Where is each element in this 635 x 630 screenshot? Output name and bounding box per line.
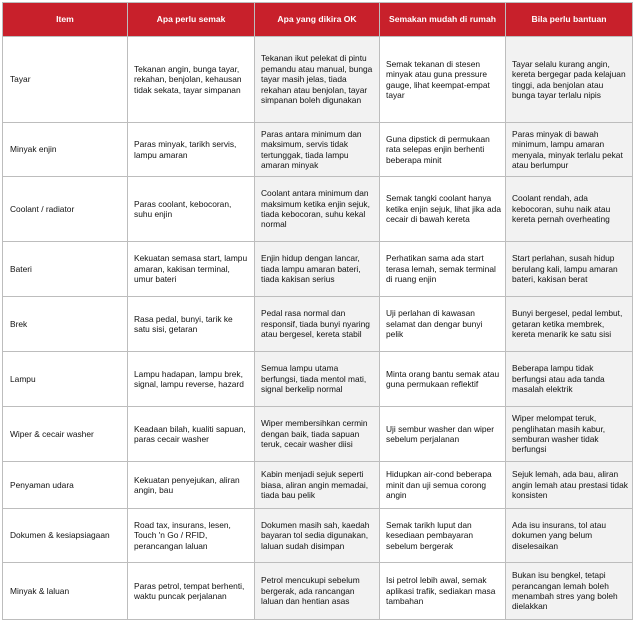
- ok-cell: Enjin hidup dengan lancar, tiada lampu amaran bateri, tiada kakisan serius: [255, 242, 380, 297]
- help-cell: Start perlahan, susah hidup berulang kali, lampu amaran bateri, kakisan berat: [506, 242, 633, 297]
- help-cell: Ada isu insurans, tol atau dokumen yang belum diselesaikan: [506, 509, 633, 563]
- home-check-cell: Semak tangki coolant hanya ketika enjin sejuk, lihat jika ada cecair di bawah kereta: [380, 177, 506, 242]
- check-cell: Rasa pedal, bunyi, tarik ke satu sisi, getaran: [128, 297, 255, 352]
- header-what-to-check: Apa perlu semak: [128, 3, 255, 37]
- car-checklist-table: [2, 2, 633, 620]
- table-row: [3, 509, 633, 563]
- help-cell: Sejuk lemah, ada bau, aliran angin lemah atau prestasi tidak konsisten: [506, 462, 633, 509]
- checklist-table-container: [2, 2, 632, 626]
- help-cell: Tayar selalu kurang angin, kereta bergegar pada kelajuan tinggi, ada benjolan atau bunga tayar terlalu nipis: [506, 37, 633, 123]
- check-cell: Kekuatan penyejukan, aliran angin, bau: [128, 462, 255, 509]
- item-cell: Coolant / radiator: [3, 177, 128, 242]
- home-check-cell: Uji sembur washer dan wiper sebelum perjalanan: [380, 407, 506, 462]
- help-cell: Bunyi bergesel, pedal lembut, getaran ketika membrek, kereta menarik ke satu sisi: [506, 297, 633, 352]
- ok-cell: Tekanan ikut pelekat di pintu pemandu atau manual, bunga tayar masih jelas, tiada rekahan atau benjolan, tayar simpanan boleh digunakan: [255, 37, 380, 123]
- item-cell: Lampu: [3, 352, 128, 407]
- item-cell: Brek: [3, 297, 128, 352]
- ok-cell: Dokumen masih sah, kaedah bayaran tol sedia digunakan, laluan sudah disimpan: [255, 509, 380, 563]
- help-cell: Beberapa lampu tidak berfungsi atau ada tanda masalah elektrik: [506, 352, 633, 407]
- help-cell: Coolant rendah, ada kebocoran, suhu naik atau kereta pernah overheating: [506, 177, 633, 242]
- home-check-cell: Uji perlahan di kawasan selamat dan dengar bunyi pelik: [380, 297, 506, 352]
- header-when-to-get-help: Bila perlu bantuan: [506, 3, 633, 37]
- check-cell: Kekuatan semasa start, lampu amaran, kakisan terminal, umur bateri: [128, 242, 255, 297]
- help-cell: Wiper melompat teruk, penglihatan masih kabur, semburan washer tidak berfungsi: [506, 407, 633, 462]
- item-cell: Wiper & cecair washer: [3, 407, 128, 462]
- home-check-cell: Guna dipstick di permukaan rata selepas enjin berhenti beberapa minit: [380, 123, 506, 177]
- header-what-is-ok: Apa yang dikira OK: [255, 3, 380, 37]
- table-row: [3, 297, 633, 352]
- table-row: [3, 462, 633, 509]
- home-check-cell: Minta orang bantu semak atau guna permukaan reflektif: [380, 352, 506, 407]
- item-cell: Minyak & laluan: [3, 563, 128, 620]
- header-row: [3, 3, 633, 37]
- check-cell: Tekanan angin, bunga tayar, rekahan, benjolan, kehausan tidak sekata, tayar simpanan: [128, 37, 255, 123]
- item-cell: Bateri: [3, 242, 128, 297]
- table-row: [3, 352, 633, 407]
- item-cell: Penyaman udara: [3, 462, 128, 509]
- check-cell: Paras minyak, tarikh servis, lampu amaran: [128, 123, 255, 177]
- header-item: Item: [3, 3, 128, 37]
- home-check-cell: Semak tarikh luput dan kesediaan pembayaran sebelum bergerak: [380, 509, 506, 563]
- home-check-cell: Perhatikan sama ada start terasa lemah, semak terminal di ruang enjin: [380, 242, 506, 297]
- ok-cell: Petrol mencukupi sebelum bergerak, ada rancangan laluan dan hentian asas: [255, 563, 380, 620]
- home-check-cell: Hidupkan air-cond beberapa minit dan uji semua corong angin: [380, 462, 506, 509]
- table-row: [3, 37, 633, 123]
- ok-cell: Paras antara minimum dan maksimum, servis tidak tertunggak, tiada lampu amaran minyak: [255, 123, 380, 177]
- check-cell: Road tax, insurans, lesen, Touch 'n Go / RFID, perancangan laluan: [128, 509, 255, 563]
- check-cell: Keadaan bilah, kualiti sapuan, paras cecair washer: [128, 407, 255, 462]
- help-cell: Paras minyak di bawah minimum, lampu amaran menyala, minyak terlalu pekat atau berlumpur: [506, 123, 633, 177]
- ok-cell: Semua lampu utama berfungsi, tiada mentol mati, signal berkelip normal: [255, 352, 380, 407]
- item-cell: Dokumen & kesiapsiagaan: [3, 509, 128, 563]
- table-row: [3, 407, 633, 462]
- item-cell: Minyak enjin: [3, 123, 128, 177]
- ok-cell: Coolant antara minimum dan maksimum ketika enjin sejuk, tiada kebocoran, suhu kekal normal: [255, 177, 380, 242]
- check-cell: Paras coolant, kebocoran, suhu enjin: [128, 177, 255, 242]
- check-cell: Lampu hadapan, lampu brek, signal, lampu reverse, hazard: [128, 352, 255, 407]
- help-cell: Bukan isu bengkel, tetapi perancangan lemah boleh menambah stres yang boleh dielakkan: [506, 563, 633, 620]
- ok-cell: Kabin menjadi sejuk seperti biasa, aliran angin memadai, tiada bau pelik: [255, 462, 380, 509]
- check-cell: Paras petrol, tempat berhenti, waktu puncak perjalanan: [128, 563, 255, 620]
- table-row: [3, 177, 633, 242]
- home-check-cell: Semak tekanan di stesen minyak atau guna pressure gauge, lihat keempat-empat tayar: [380, 37, 506, 123]
- header-easy-home-check: Semakan mudah di rumah: [380, 3, 506, 37]
- home-check-cell: Isi petrol lebih awal, semak aplikasi trafik, sediakan masa tambahan: [380, 563, 506, 620]
- table-row: [3, 563, 633, 620]
- table-row: [3, 123, 633, 177]
- ok-cell: Wiper membersihkan cermin dengan baik, tiada sapuan teruk, cecair washer diisi: [255, 407, 380, 462]
- item-cell: Tayar: [3, 37, 128, 123]
- ok-cell: Pedal rasa normal dan responsif, tiada bunyi nyaring atau bergesel, kereta stabil: [255, 297, 380, 352]
- table-row: [3, 242, 633, 297]
